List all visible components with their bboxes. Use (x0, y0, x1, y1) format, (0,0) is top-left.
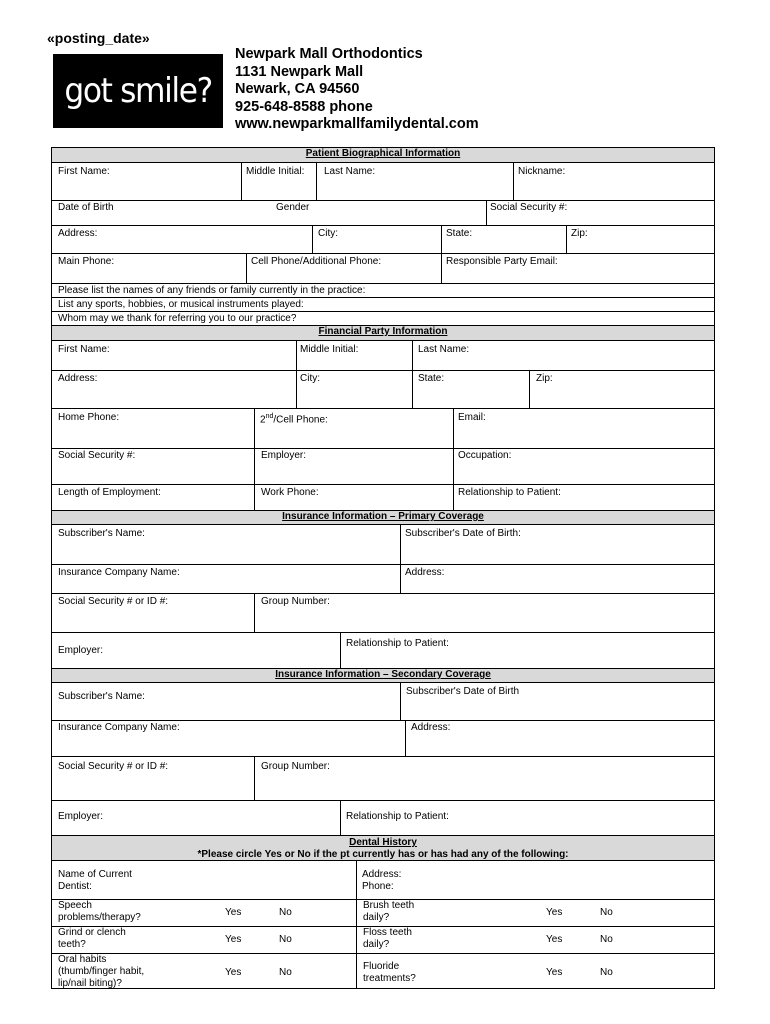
section-dental-header: Dental History *Please circle Yes or No if the pt currently has or has had any of the following: (52, 835, 714, 861)
patient-zip-label: Zip: (571, 228, 588, 239)
practice-street: 1131 Newpark Mall (235, 63, 364, 80)
secondary-subscriber-name-label: Subscriber's Name: (58, 691, 145, 702)
financial-cell-phone-label: 2nd/Cell Phone: (260, 413, 328, 426)
patient-friends-label: Please list the names of any friends or family currently in the practice: (58, 285, 366, 296)
financial-zip-label: Zip: (536, 373, 553, 384)
dental-brush-label: Brush teeth daily? (363, 900, 415, 923)
secondary-subscriber-dob-label: Subscriber's Date of Birth (406, 686, 520, 697)
dental-note: *Please circle Yes or No if the pt currently has or has had any of the following: (197, 849, 569, 860)
financial-employer-label: Employer: (261, 450, 307, 461)
secondary-group-label: Group Number: (261, 761, 330, 772)
section-financial-header: Financial Party Information (52, 325, 714, 341)
grind-yes-option[interactable]: Yes (225, 934, 242, 945)
speech-yes-option[interactable]: Yes (225, 907, 242, 918)
dental-floss-label: Floss teeth daily? (363, 927, 412, 950)
secondary-ssn-id-label: Social Security # or ID #: (58, 761, 169, 772)
financial-email-label: Email: (458, 412, 486, 423)
secondary-company-label: Insurance Company Name: (58, 722, 180, 733)
brush-yes-option[interactable]: Yes (546, 907, 563, 918)
secondary-employer-label: Employer: (58, 811, 104, 822)
posting-date: «posting_date» (47, 30, 150, 46)
patient-last-name-label: Last Name: (324, 166, 376, 177)
oral-habits-no-option[interactable]: No (279, 967, 292, 978)
primary-subscriber-name-label: Subscriber's Name: (58, 528, 145, 539)
financial-state-label: State: (418, 373, 445, 384)
floss-yes-option[interactable]: Yes (546, 934, 563, 945)
patient-ssn-label: Social Security #: (490, 202, 568, 213)
primary-employer-label: Employer: (58, 645, 104, 656)
patient-gender-label: Gender (276, 202, 310, 213)
patient-address-label: Address: (58, 228, 98, 239)
patient-resp-email-label: Responsible Party Email: (446, 256, 558, 267)
financial-home-phone-label: Home Phone: (58, 412, 120, 423)
patient-dob-label: Date of Birth (58, 202, 114, 213)
dental-speech-label: Speech problems/therapy? (58, 900, 141, 923)
primary-ssn-id-label: Social Security # or ID #: (58, 596, 169, 607)
got-smile-logo: got smile? (53, 54, 223, 128)
patient-city-label: City: (318, 228, 338, 239)
dental-fluoride-label: Fluoride treatments? (363, 961, 416, 984)
patient-middle-initial-label: Middle Initial: (246, 166, 305, 177)
section-secondary-insurance-header: Insurance Information – Secondary Coverage (52, 668, 714, 683)
dental-address-phone-label: Address: Phone: (362, 869, 402, 892)
primary-group-label: Group Number: (261, 596, 330, 607)
financial-middle-initial-label: Middle Initial: (300, 344, 359, 355)
primary-relationship-label: Relationship to Patient: (346, 638, 449, 649)
patient-state-label: State: (446, 228, 473, 239)
fluoride-yes-option[interactable]: Yes (546, 967, 563, 978)
secondary-relationship-label: Relationship to Patient: (346, 811, 449, 822)
financial-length-employment-label: Length of Employment: (58, 487, 161, 498)
floss-no-option[interactable]: No (600, 934, 613, 945)
section-patient-header: Patient Biographical Information (52, 148, 714, 163)
practice-info (235, 46, 479, 134)
patient-nickname-label: Nickname: (518, 166, 566, 177)
primary-address-label: Address: (405, 567, 445, 578)
dental-oral-habits-label: Oral habits (thumb/finger habit, lip/nail biting)? (58, 954, 145, 989)
dental-grind-label: Grind or clench teeth? (58, 927, 126, 950)
grind-no-option[interactable]: No (279, 934, 292, 945)
financial-city-label: City: (300, 373, 320, 384)
financial-work-phone-label: Work Phone: (261, 487, 319, 498)
fluoride-no-option[interactable]: No (600, 967, 613, 978)
patient-hobbies-label: List any sports, hobbies, or musical instruments played: (58, 299, 304, 310)
practice-phone: 925-648-8588 phone (235, 98, 373, 115)
section-primary-insurance-header: Insurance Information – Primary Coverage (52, 510, 714, 525)
financial-address-label: Address: (58, 373, 98, 384)
secondary-address-label: Address: (411, 722, 451, 733)
financial-last-name-label: Last Name: (418, 344, 470, 355)
patient-referral-label: Whom may we thank for referring you to our practice? (58, 313, 297, 324)
financial-relationship-label: Relationship to Patient: (458, 487, 561, 498)
patient-main-phone-label: Main Phone: (58, 256, 115, 267)
dental-current-dentist-label: Name of Current Dentist: (58, 869, 132, 892)
practice-name: Newpark Mall Orthodontics (235, 46, 423, 62)
practice-city: Newark, CA 94560 (235, 81, 360, 97)
primary-company-label: Insurance Company Name: (58, 567, 180, 578)
speech-no-option[interactable]: No (279, 907, 292, 918)
financial-occupation-label: Occupation: (458, 450, 512, 461)
financial-ssn-label: Social Security #: (58, 450, 136, 461)
financial-first-name-label: First Name: (58, 344, 110, 355)
oral-habits-yes-option[interactable]: Yes (225, 967, 242, 978)
primary-subscriber-dob-label: Subscriber's Date of Birth: (405, 528, 521, 539)
brush-no-option[interactable]: No (600, 907, 613, 918)
practice-website: www.newparkmallfamilydental.com (235, 116, 479, 132)
patient-first-name-label: First Name: (58, 166, 110, 177)
patient-cell-phone-label: Cell Phone/Additional Phone: (251, 256, 382, 267)
registration-form (51, 147, 715, 989)
